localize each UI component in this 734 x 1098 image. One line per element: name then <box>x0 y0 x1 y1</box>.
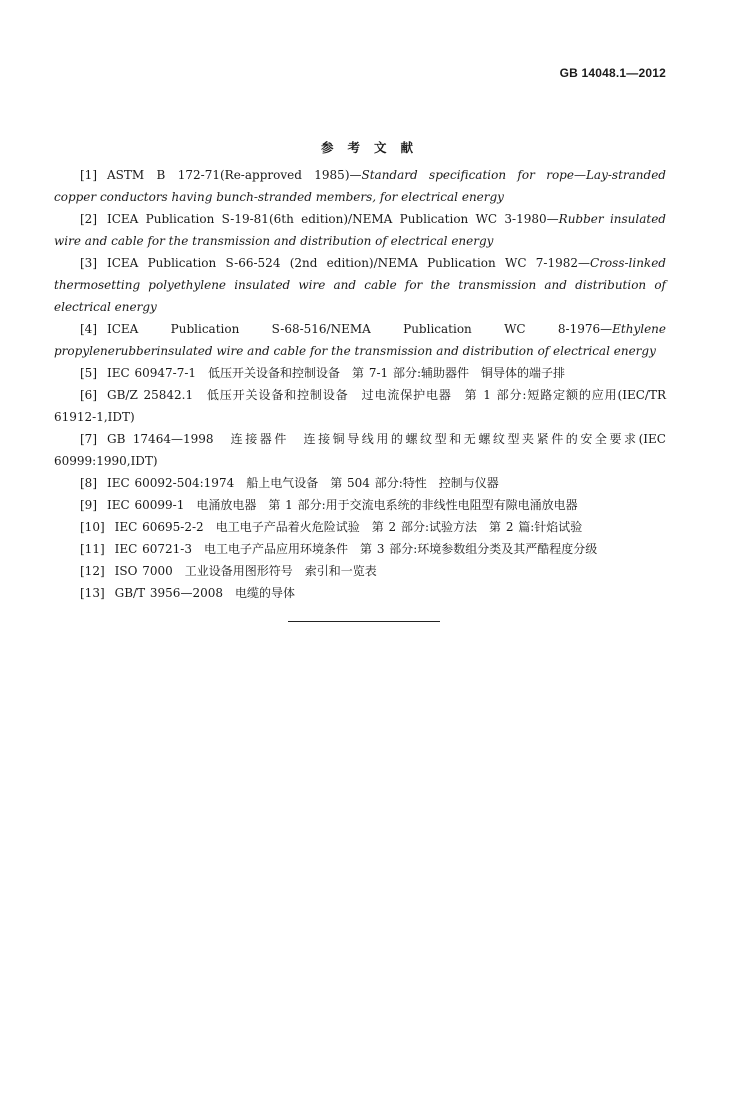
reference-number: [13] <box>80 586 105 600</box>
reference-text: GB/Z 25842.1 低压开关设备和控制设备 过电流保护电器 第 1 部分:短路定额的应用(IEC/TR 61912-1,IDT) <box>54 388 666 424</box>
reference-item <box>54 428 666 472</box>
section-title: 参考文献 <box>320 140 427 155</box>
reference-item <box>54 318 666 362</box>
reference-text: IEC 60721-3 电工电子产品应用环境条件 第 3 部分:环境参数组分类及其严酷程度分级 <box>114 542 598 556</box>
reference-number: [10] <box>80 520 105 534</box>
reference-text: ICEA Publication S-66-524 (2nd edition)/NEMA Publication WC 7-1982— <box>107 256 591 270</box>
reference-item <box>54 362 666 384</box>
reference-item <box>54 208 666 252</box>
reference-number: [5] <box>80 366 97 380</box>
reference-text: IEC 60695-2-2 电工电子产品着火危险试验 第 2 部分:试验方法 第 2 篇:针焰试验 <box>114 520 583 534</box>
reference-number: [11] <box>80 542 105 556</box>
reference-text: ASTM B 172-71(Re-approved 1985)— <box>107 168 362 182</box>
reference-text: IEC 60092-504:1974 船上电气设备 第 504 部分:特性 控制与仪器 <box>107 476 499 490</box>
reference-item <box>54 384 666 428</box>
reference-text: ISO 7000 工业设备用图形符号 索引和一览表 <box>114 564 377 578</box>
reference-number: [12] <box>80 564 105 578</box>
reference-text: IEC 60947-7-1 低压开关设备和控制设备 第 7-1 部分:辅助器件 铜导体的端子排 <box>107 366 566 380</box>
reference-item <box>54 472 666 494</box>
reference-list <box>54 164 666 604</box>
reference-number: [9] <box>80 498 97 512</box>
reference-item <box>54 494 666 516</box>
reference-text: ICEA Publication S-68-516/NEMA Publication WC 8-1976— <box>107 322 613 336</box>
end-rule <box>288 621 440 622</box>
reference-number: [2] <box>80 212 97 226</box>
reference-item <box>54 164 666 208</box>
reference-title: Cross-linked thermosetting polyethylene insulated wire and cable for the transmission and distribution of electrical energy <box>54 256 666 314</box>
reference-item <box>54 538 666 560</box>
reference-number: [7] <box>80 432 97 446</box>
reference-text: GB/T 3956—2008 电缆的导体 <box>114 586 295 600</box>
reference-text: ICEA Publication S-19-81(6th edition)/NEMA Publication WC 3-1980— <box>107 212 559 226</box>
reference-text: GB 17464—1998 连接器件 连接铜导线用的螺纹型和无螺纹型夹紧件的安全要求(IEC 60999:1990,IDT) <box>54 432 666 468</box>
reference-title: Standard specification for rope—Lay-stranded copper conductors having bunch-stranded members, for electrical energy <box>54 168 666 204</box>
reference-item <box>54 582 666 604</box>
reference-number: [1] <box>80 168 97 182</box>
reference-number: [8] <box>80 476 97 490</box>
reference-item <box>54 252 666 318</box>
reference-item <box>54 516 666 538</box>
reference-title: Ethylene propylenerubberinsulated wire and cable for the transmission and distribution of electrical energy <box>54 322 666 358</box>
reference-item <box>54 560 666 582</box>
reference-number: [6] <box>80 388 97 402</box>
reference-number: [3] <box>80 256 97 270</box>
reference-text: IEC 60099-1 电涌放电器 第 1 部分:用于交流电系统的非线性电阻型有隙电涌放电器 <box>107 498 578 512</box>
standard-id-header: GB 14048.1—2012 <box>559 66 666 80</box>
reference-title: Rubber insulated wire and cable for the transmission and distribution of electrical energy <box>54 212 666 248</box>
reference-number: [4] <box>80 322 97 336</box>
